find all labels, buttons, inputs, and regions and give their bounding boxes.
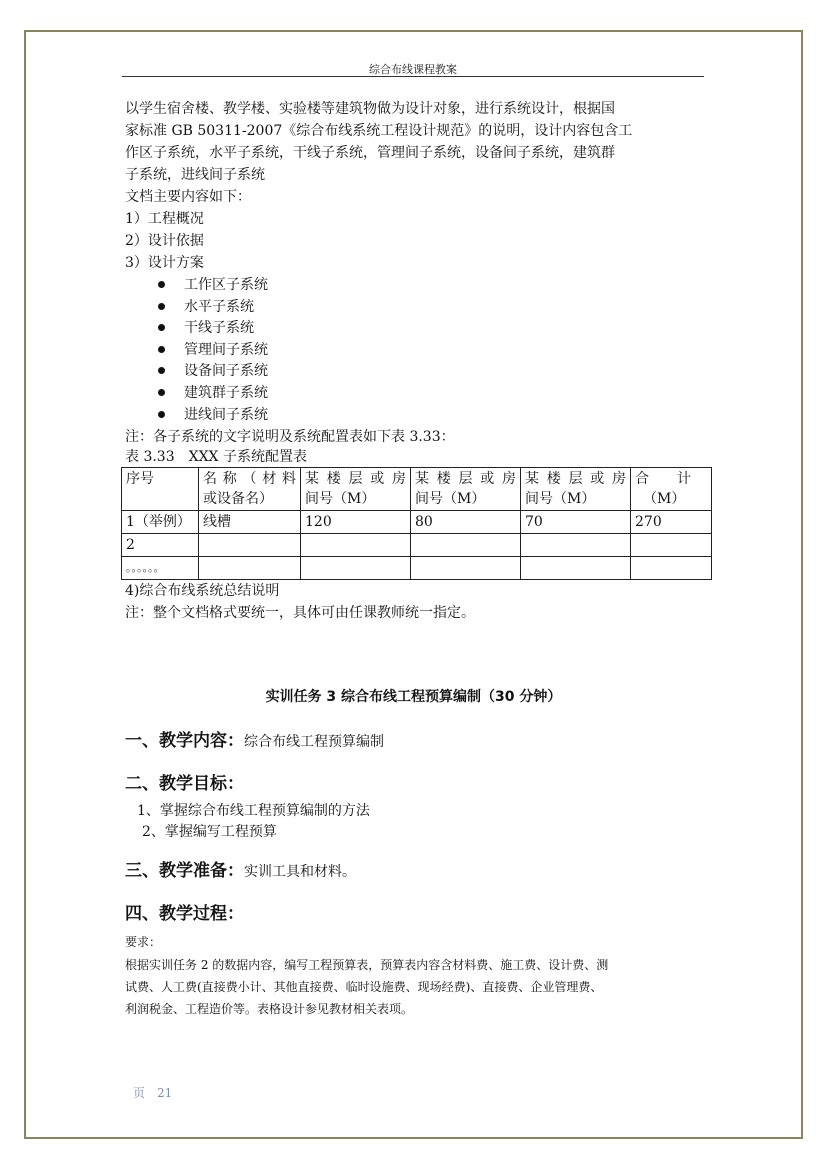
bullet-icon: [158, 281, 165, 288]
table-header-cell: 合 计 （M）: [631, 468, 712, 511]
table-cell: [199, 557, 301, 580]
table-header-cell: 某楼层或房 间号（M）: [301, 468, 411, 511]
bullet-item: 工作区子系统: [184, 277, 268, 293]
bullet-item: 水平子系统: [184, 299, 254, 315]
table-cell: [631, 534, 712, 557]
list-item: 3）设计方案: [125, 255, 204, 271]
requirement-label: 要求：: [125, 935, 162, 949]
intro-line: 作区子系统，水平子系统，干线子系统，管理间子系统，设备间子系统，建筑群: [125, 145, 615, 161]
goal-item: 1、掌握综合布线工程预算编制的方法: [137, 803, 370, 819]
table-cell: [521, 534, 631, 557]
intro-line: 子系统，进线间子系统: [125, 167, 265, 183]
table-cell: [301, 534, 411, 557]
table-caption: 表 3.33 XXX 子系统配置表: [125, 449, 307, 465]
intro-line: 家标准 GB 50311-2007《综合布线系统工程设计规范》的说明，设计内容包含工: [125, 123, 633, 139]
list-item: 1）工程概况: [125, 211, 204, 227]
bullet-icon: [158, 367, 165, 374]
table-cell: [411, 557, 521, 580]
table-cell: 2: [122, 534, 199, 557]
note: 注：各子系统的文字说明及系统配置表如下表 3.33：: [125, 429, 455, 445]
page-header: 综合布线课程教案: [369, 63, 457, 76]
table-header-cell: 某楼层或房 间号（M）: [521, 468, 631, 511]
task-title: 实训任务 3 综合布线工程预算编制（30 分钟）: [265, 689, 562, 705]
bullet-icon: [158, 411, 165, 418]
section-heading: 四、教学过程：: [125, 904, 244, 924]
table-cell: 线槽: [199, 511, 301, 534]
bullet-item: 进线间子系统: [184, 407, 268, 423]
table-cell: 270: [631, 511, 712, 534]
intro-line: 以学生宿舍楼、教学楼、实验楼等建筑物做为设计对象，进行系统设计，根据国: [125, 101, 615, 117]
bullet-item: 设备间子系统: [184, 363, 268, 379]
table-header-row: [122, 468, 712, 511]
config-table: [121, 467, 712, 580]
list-item: 2）设计依据: [125, 233, 204, 249]
table-cell: 1（举例）: [122, 511, 199, 534]
note: 注：整个文档格式要统一，具体可由任课教师统一指定。: [125, 605, 475, 621]
table-cell: 120: [301, 511, 411, 534]
bullet-icon: [158, 346, 165, 353]
header-rule: [122, 76, 704, 77]
table-row: [122, 534, 712, 557]
section-teaching-content: [125, 726, 384, 751]
page-number: 页 21: [133, 1086, 173, 1100]
table-header-cell: 某楼层或房 间号（M）: [411, 468, 521, 511]
bullet-icon: [158, 303, 165, 310]
bullet-icon: [158, 324, 165, 331]
table-cell: 70: [521, 511, 631, 534]
table-cell: [411, 534, 521, 557]
table-row: [122, 557, 712, 580]
doc-lead: 文档主要内容如下：: [125, 189, 251, 205]
section-teaching-prep: [125, 856, 356, 881]
table-row: [122, 511, 712, 534]
table-cell: [199, 534, 301, 557]
section-heading: 二、教学目标：: [125, 774, 244, 794]
bullet-item: 干线子系统: [184, 320, 254, 336]
table-cell: [301, 557, 411, 580]
table-cell: [631, 557, 712, 580]
section-heading: 一、教学内容：: [125, 731, 244, 751]
requirement-line: 试费、人工费(直接费小计、其他直接费、临时设施费、现场经费)、直接费、企业管理费、: [125, 980, 603, 994]
section-text: 实训工具和材料。: [244, 864, 356, 880]
section-heading: 三、教学准备：: [125, 861, 244, 881]
goal-item: 2、掌握编写工程预算: [142, 824, 277, 840]
bullet-item: 管理间子系统: [184, 342, 268, 358]
table-cell: 80: [411, 511, 521, 534]
table-header-cell: 名称（材料 或设备名）: [199, 468, 301, 511]
section-text: 综合布线工程预算编制: [244, 734, 384, 750]
table-header-cell: 序号: [122, 468, 199, 511]
requirement-line: 根据实训任务 2 的数据内容，编写工程预算表，预算表内容含材料费、施工费、设计费、测: [125, 958, 609, 972]
table-cell: [521, 557, 631, 580]
bullet-item: 建筑群子系统: [184, 385, 268, 401]
requirement-line: 利润税金、工程造价等。表格设计参见教材相关表项。: [125, 1002, 414, 1016]
summary-item: 4)综合布线系统总结说明: [125, 583, 280, 599]
bullet-icon: [158, 389, 165, 396]
table-cell: 。。。。。。: [122, 557, 199, 580]
